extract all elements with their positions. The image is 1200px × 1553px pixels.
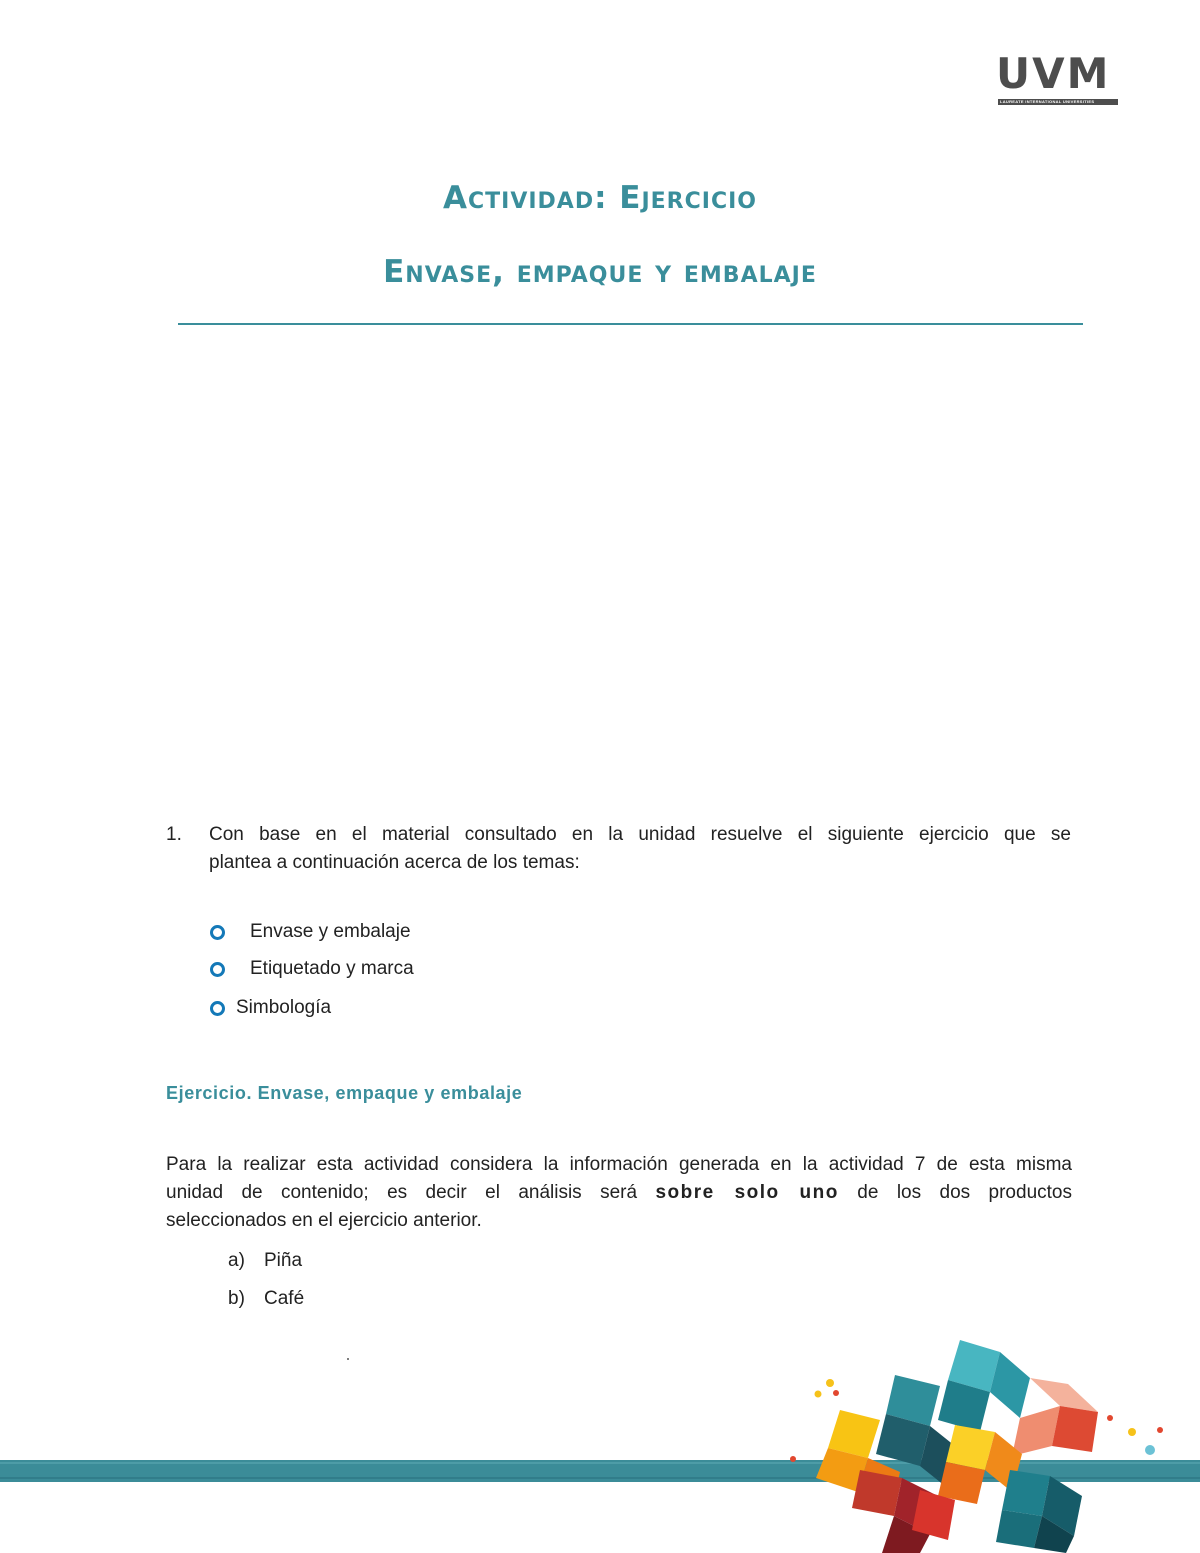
circle-bullet-icon <box>210 925 225 940</box>
exercise-heading: Ejercicio. Envase, empaque y embalaje <box>166 1083 523 1103</box>
paragraph-line-2: unidad de contenido; es decir el análisis será sobre solo uno de los dos productos <box>166 1182 1072 1203</box>
item-number: 1. <box>166 824 182 845</box>
paragraph-line-3: seleccionados en el ejercicio anterior. <box>166 1210 482 1231</box>
logo-wordmark: UVM <box>996 49 1111 98</box>
uvm-logo <box>996 49 1122 110</box>
exercise-paragraph <box>166 1151 1072 1235</box>
circle-bullet-icon <box>210 1001 225 1016</box>
instruction-line-2: plantea a continuación acerca de los temas: <box>209 852 580 873</box>
page-subtitle: Envase, empaque y embalaje <box>383 254 817 290</box>
option-item: a) Piña <box>228 1250 303 1271</box>
circle-bullet-icon <box>210 962 225 977</box>
option-item: b) Café <box>228 1288 305 1309</box>
page-title: Actividad: Ejercicio <box>443 180 757 216</box>
stray-dot <box>347 1358 349 1360</box>
instruction-line-1: Con base en el material consultado en la unidad resuelve el siguiente ejercicio que se <box>209 824 1071 845</box>
decorative-cubes-graphic <box>780 1330 1200 1553</box>
title-divider <box>178 323 1083 325</box>
emphasis-text: sobre solo uno <box>655 1182 839 1203</box>
logo-tagline: LAUREATE INTERNATIONAL UNIVERSITIES <box>1000 99 1095 104</box>
paragraph-line-1: Para la realizar esta actividad considera la información generada en la actividad 7 de esta misma <box>166 1154 1072 1175</box>
